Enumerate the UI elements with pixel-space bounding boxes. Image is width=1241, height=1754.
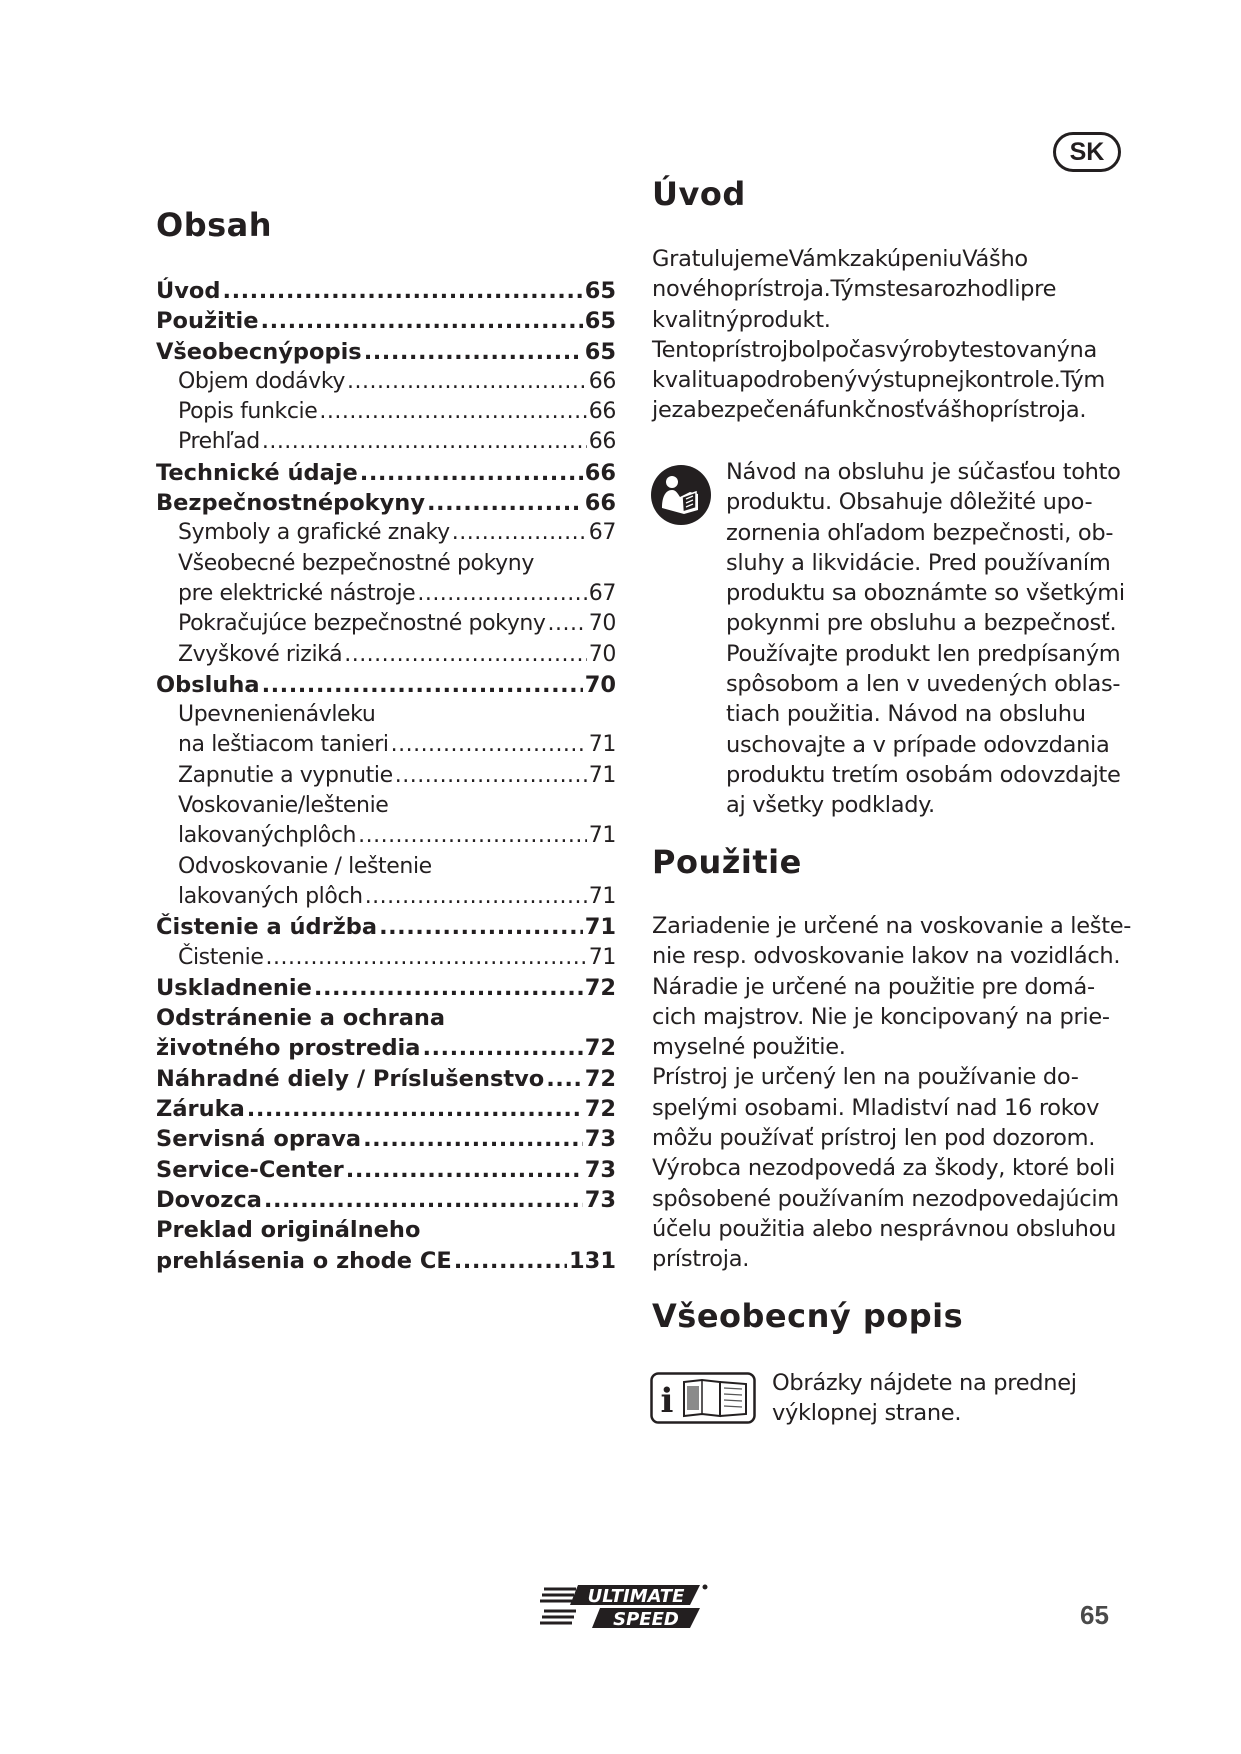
toc-leader-dots — [319, 397, 586, 427]
toc-entry — [156, 549, 616, 579]
toc-entry-label: Pokračujúce bezpečnostné pokyny — [178, 611, 546, 637]
toc-entry-label: Dovozca — [156, 1186, 262, 1213]
toc-entry-page: 67 — [588, 520, 616, 546]
toc-entry — [156, 821, 616, 851]
toc-entry-page: 65 — [584, 338, 616, 365]
toc-entry-page: 72 — [584, 1096, 616, 1123]
uvod-paragraph — [652, 244, 1105, 426]
toc-entry — [156, 670, 616, 700]
logo-text-bottom: SPEED — [613, 1609, 679, 1630]
text-line: Tentoprístrojbolpočasvýrobytestovanýna — [652, 336, 1097, 363]
toc-entry — [156, 458, 616, 488]
text-line: sluhy a likvidácie. Pred používaním — [726, 549, 1111, 576]
toc-entry-page: 71 — [588, 732, 616, 758]
toc-entry-label: Odvoskovanie / leštenie — [178, 853, 432, 879]
toc-leader-dots — [358, 821, 587, 851]
toc-entry-page: 71 — [588, 762, 616, 788]
toc-entry — [156, 337, 616, 367]
toc-entry-page: 70 — [588, 641, 616, 667]
toc-entry-page: 66 — [588, 429, 616, 455]
pouzitie-heading: Použitie — [652, 843, 802, 881]
table-of-contents — [156, 276, 616, 1276]
toc-leader-dots — [379, 912, 583, 942]
toc-entry-label: Prehľad — [178, 429, 260, 455]
toc-entry-label: Záruka — [156, 1096, 245, 1123]
toc-entry-label: Symboly a grafické znaky — [178, 520, 450, 546]
toc-leader-dots — [548, 609, 587, 639]
vseobecny-popis-heading: Všeobecný popis — [652, 1297, 964, 1335]
toc-entry-label: Náhradné diely / Príslušenstvo — [156, 1065, 545, 1092]
toc-entry-label: Uskladnenie — [156, 974, 312, 1001]
toc-entry — [156, 609, 616, 639]
toc-entry-page: 73 — [584, 1186, 616, 1213]
text-line: Návod na obsluhu je súčasťou tohto — [726, 459, 1121, 485]
toc-entry-page: 66 — [584, 459, 616, 486]
text-line: Náradie je určené na použitie pre domá- — [652, 973, 1095, 1000]
toc-entry-label: prehlásenia o zhode CE — [156, 1247, 452, 1274]
toc-entry — [156, 1094, 616, 1124]
toc-entry-page: 70 — [584, 671, 616, 698]
toc-entry-page: 66 — [588, 368, 616, 394]
toc-entry — [156, 1185, 616, 1215]
info-book-icon — [650, 1372, 756, 1424]
language-code: SK — [1069, 137, 1105, 166]
toc-leader-dots — [363, 1124, 583, 1154]
toc-entry — [156, 427, 616, 457]
toc-leader-dots — [454, 1246, 567, 1276]
toc-entry-label: Všeobecnýpopis — [156, 338, 362, 365]
toc-entry-page: 72 — [584, 974, 616, 1001]
toc-entry-page: 65 — [584, 308, 616, 335]
svg-text:i: i — [660, 1381, 674, 1421]
toc-entry-label: pre elektrické nástroje — [178, 580, 416, 606]
toc-leader-dots — [427, 488, 583, 518]
toc-leader-dots — [347, 367, 587, 397]
toc-entry-label: Použitie — [156, 308, 259, 335]
toc-entry-label: Popis funkcie — [178, 399, 318, 425]
text-line: Používajte produkt len predpísaným — [726, 640, 1121, 667]
toc-entry — [156, 761, 616, 791]
toc-entry-label: Bezpečnostnépokyny — [156, 490, 425, 517]
toc-entry-label: na leštiacom tanieri — [178, 732, 389, 758]
text-line: aj všetky podklady. — [726, 792, 935, 819]
toc-entry-page: 71 — [588, 944, 616, 970]
text-line: produktu. Obsahuje dôležité upo- — [726, 489, 1093, 516]
toc-leader-dots — [452, 518, 587, 548]
toc-entry — [156, 640, 616, 670]
toc-entry-page: 72 — [584, 1065, 616, 1092]
text-line: spôsobené používaním nezodpovedajúcim — [652, 1185, 1119, 1212]
toc-entry-label: Objem dodávky — [178, 368, 346, 394]
language-badge — [1053, 132, 1121, 172]
text-line: účelu použitia alebo nesprávnou obsluhou — [652, 1215, 1117, 1242]
toc-entry-label: Všeobecné bezpečnostné pokyny — [178, 550, 534, 576]
toc-entry — [156, 518, 616, 548]
text-line: jezabezpečenáfunkčnosťvášhoprístroja. — [652, 397, 1087, 424]
toc-leader-dots — [422, 1033, 582, 1063]
text-line: Výrobca nezodpovedá za škody, ktoré boli — [652, 1155, 1115, 1182]
toc-entry-label: Čistenie a údržba — [156, 914, 378, 941]
toc-entry — [156, 488, 616, 518]
toc-leader-dots — [262, 670, 583, 700]
toc-entry-label: Service-Center — [156, 1156, 344, 1183]
pouzitie-paragraph — [652, 911, 1131, 1275]
toc-leader-dots — [223, 276, 583, 306]
toc-leader-dots — [262, 427, 587, 457]
text-line: produktu sa oboznámte so všetkými — [726, 580, 1125, 607]
toc-entry — [156, 943, 616, 973]
toc-entry — [156, 1124, 616, 1154]
text-line: uschovajte a v prípade odovzdania — [726, 731, 1110, 758]
text-line: prístroja. — [652, 1246, 750, 1273]
toc-title: Obsah — [156, 206, 273, 244]
text-line: výklopnej strane. — [772, 1400, 962, 1427]
text-line: Zariadenie je určené na voskovanie a lešte- — [652, 913, 1132, 939]
toc-leader-dots — [247, 1094, 583, 1124]
info-notice — [772, 1368, 1077, 1429]
toc-entry — [156, 579, 616, 609]
toc-entry-label: Zapnutie a vypnutie — [178, 762, 393, 788]
toc-entry — [156, 397, 616, 427]
toc-entry-label: Odstránenie a ochrana — [156, 1005, 446, 1032]
toc-entry-page: 72 — [584, 1035, 616, 1062]
toc-entry-page: 66 — [588, 399, 616, 425]
page-number: 65 — [1080, 1600, 1109, 1630]
toc-entry — [156, 1033, 616, 1063]
toc-entry — [156, 1155, 616, 1185]
toc-entry-label: Voskovanie/leštenie — [178, 793, 389, 819]
text-line: kvalitnýprodukt. — [652, 306, 831, 333]
logo-text-top: ULTIMATE — [587, 1586, 685, 1607]
uvod-heading: Úvod — [652, 175, 746, 213]
toc-leader-dots — [391, 730, 587, 760]
toc-entry — [156, 973, 616, 1003]
toc-entry-label: Servisná oprava — [156, 1126, 362, 1153]
toc-entry — [156, 791, 616, 821]
text-line: tiach použitia. Návod na obsluhu — [726, 701, 1086, 728]
toc-entry-label: Zvyškové riziká — [178, 641, 343, 667]
text-line: cich majstrov. Nie je koncipovaný na prie- — [652, 1003, 1110, 1030]
text-line: novéhoprístroja.Týmstesarozhodlipre — [652, 276, 1057, 303]
toc-entry — [156, 882, 616, 912]
toc-entry — [156, 1003, 616, 1033]
toc-leader-dots — [365, 882, 587, 912]
toc-entry-page: 73 — [584, 1156, 616, 1183]
toc-entry — [156, 1246, 616, 1276]
toc-entry-label: Čistenie — [178, 944, 264, 970]
toc-entry-label: životného prostredia — [156, 1035, 421, 1062]
toc-entry-page: 71 — [588, 883, 616, 909]
toc-leader-dots — [344, 640, 587, 670]
toc-leader-dots — [360, 458, 583, 488]
toc-entry-page: 70 — [588, 611, 616, 637]
text-line: nie resp. odvoskovanie lakov na vozidlách. — [652, 943, 1121, 970]
toc-entry-label: lakovaných plôch — [178, 883, 363, 909]
toc-leader-dots — [346, 1155, 583, 1185]
toc-leader-dots — [264, 1185, 583, 1215]
toc-entry-page: 65 — [584, 278, 616, 304]
toc-entry — [156, 700, 616, 730]
read-manual-icon — [650, 464, 712, 526]
toc-entry — [156, 912, 616, 942]
text-line: spôsobom a len v uvedených oblas- — [726, 671, 1121, 698]
text-line: GratulujemeVámkzakúpeniuVášho — [652, 246, 1028, 272]
toc-entry-label: lakovanýchplôch — [178, 823, 357, 849]
toc-entry — [156, 730, 616, 760]
toc-leader-dots — [417, 579, 586, 609]
text-line: môžu používať prístroj len pod dozorom. — [652, 1125, 1096, 1152]
ultimate-speed-logo — [540, 1583, 710, 1631]
text-line: produktu tretím osobám odovzdajte — [726, 761, 1121, 788]
toc-entry — [156, 306, 616, 336]
toc-entry-label: Preklad originálneho — [156, 1217, 421, 1244]
toc-leader-dots — [364, 337, 583, 367]
toc-entry-page: 66 — [584, 490, 616, 517]
toc-entry-page: 67 — [588, 580, 616, 606]
text-line: spelými osobami. Mladiství nad 16 rokov — [652, 1094, 1100, 1121]
toc-entry-label: Technické údaje — [156, 459, 358, 486]
toc-entry — [156, 852, 616, 882]
toc-entry — [156, 1064, 616, 1094]
toc-entry — [156, 1215, 616, 1245]
toc-leader-dots — [395, 761, 587, 791]
toc-leader-dots — [546, 1064, 582, 1094]
text-line: myselné použitie. — [652, 1034, 846, 1061]
text-line: kvalituapodrobenývýstupnejkontrole.Tým — [652, 367, 1106, 394]
toc-entry-page: 71 — [588, 823, 616, 849]
toc-entry — [156, 367, 616, 397]
toc-entry-page: 73 — [584, 1126, 616, 1153]
text-line: pokynmi pre obsluhu a bezpečnosť. — [726, 610, 1117, 637]
toc-leader-dots — [261, 306, 583, 336]
text-line: Obrázky nájdete na prednej — [772, 1370, 1077, 1396]
toc-entry-label: Upevnenienávleku — [178, 702, 376, 728]
toc-leader-dots — [314, 973, 583, 1003]
text-line: Prístroj je určený len na používanie do- — [652, 1064, 1079, 1091]
toc-leader-dots — [266, 943, 587, 973]
text-line: zornenia ohľadom bezpečnosti, ob- — [726, 519, 1114, 546]
toc-entry-label: Obsluha — [156, 671, 260, 698]
toc-entry-page: 71 — [584, 914, 616, 941]
toc-entry-page: 131 — [569, 1247, 616, 1274]
manual-notice — [726, 457, 1125, 821]
toc-entry-label: Úvod — [156, 278, 221, 304]
toc-entry — [156, 276, 616, 306]
